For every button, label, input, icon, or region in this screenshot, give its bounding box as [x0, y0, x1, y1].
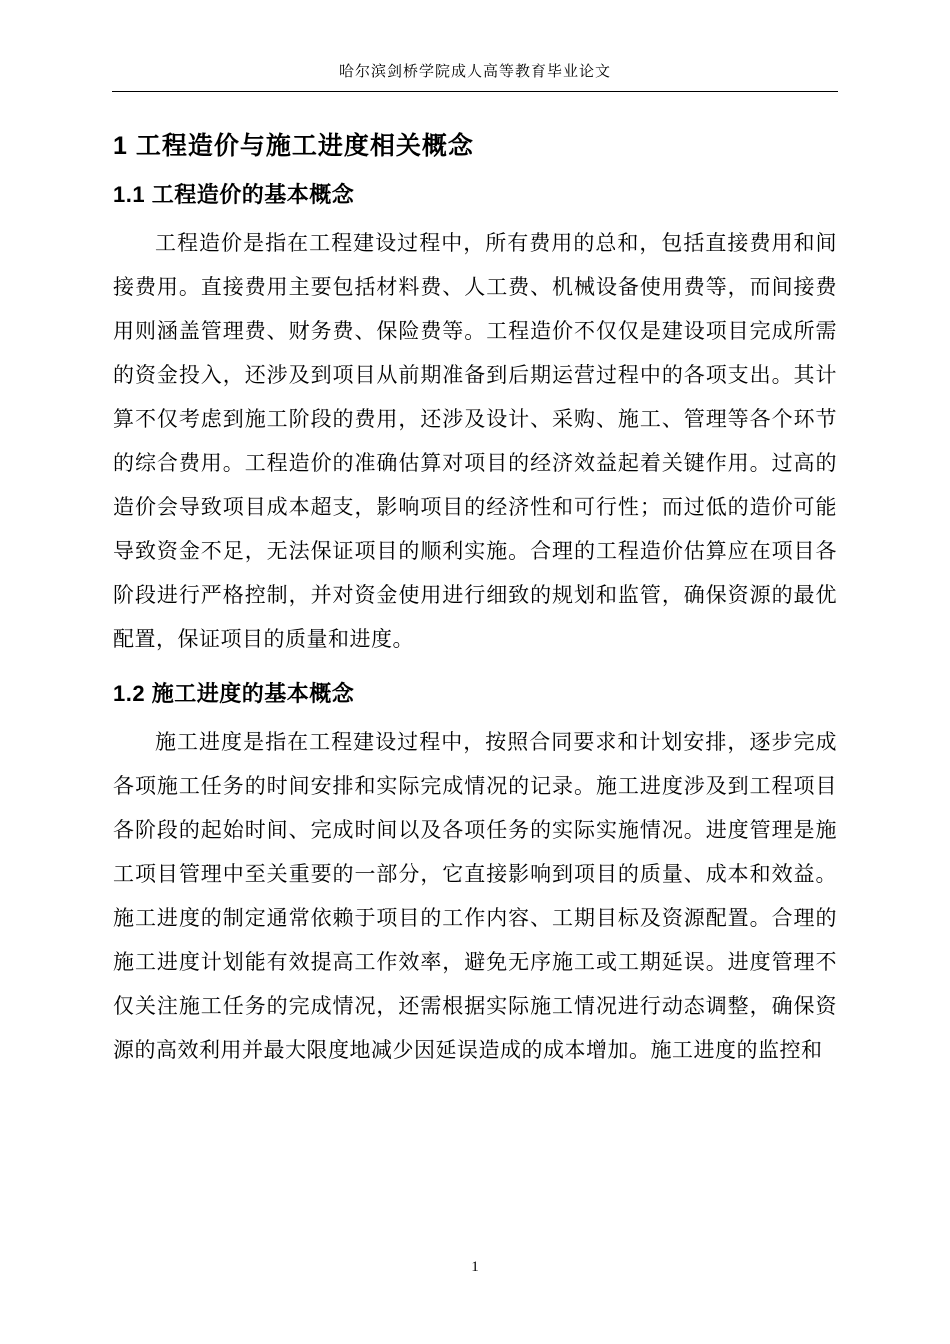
page-number: 1: [471, 1259, 479, 1275]
header-title: 哈尔滨剑桥学院成人高等教育毕业论文: [338, 64, 611, 80]
section-paragraph-1-1: 工程造价是指在工程建设过程中，所有费用的总和，包括直接费用和间接费用。直接费用主要包括材料费、人工费、机械设备使用费等，而间接费用则涵盖管理费、财务费、保险费等。工程造价不仅仅是建设项目完成所需的资金投入，还涉及到项目从前期准备到后期运营过程中的各项支出。其计算不仅考虑到施工阶段的费用，还涉及设计、采购、施工、管理等各个环节的综合费用。工程造价的准确估算对项目的经济效益起着关键作用。过高的造价会导致项目成本超支，影响项目的经济性和可行性；而过低的造价可能导致资金不足，无法保证项目的顺利实施。合理的工程造价估算应在项目各阶段进行严格控制，并对资金使用进行细致的规划和监管，确保资源的最优配置，保证项目的质量和进度。: [113, 231, 837, 651]
section-paragraph-1-2: 施工进度是指在工程建设过程中，按照合同要求和计划安排，逐步完成各项施工任务的时间安排和实际完成情况的记录。施工进度涉及到工程项目各阶段的起始时间、完成时间以及各项任务的实际实施情况。进度管理是施工项目管理中至关重要的一部分，它直接影响到项目的质量、成本和效益。施工进度的制定通常依赖于项目的工作内容、工期目标及资源配置。合理的施工进度计划能有效提高工作效率，避免无序施工或工期延误。进度管理不仅关注施工任务的完成情况，还需根据实际施工情况进行动态调整，确保资源的高效利用并最大限度地减少因延误造成的成本增加。施工进度的监控和: [113, 730, 837, 1062]
page-header: [112, 60, 838, 92]
section-heading-1-2: 1.2 施工进度的基本概念: [113, 681, 355, 706]
section-heading-1-1: 1.1 工程造价的基本概念: [113, 182, 355, 207]
chapter-heading: 1 工程造价与施工进度相关概念: [113, 132, 474, 160]
page-footer: [0, 1259, 950, 1276]
page-content: [113, 104, 837, 1076]
